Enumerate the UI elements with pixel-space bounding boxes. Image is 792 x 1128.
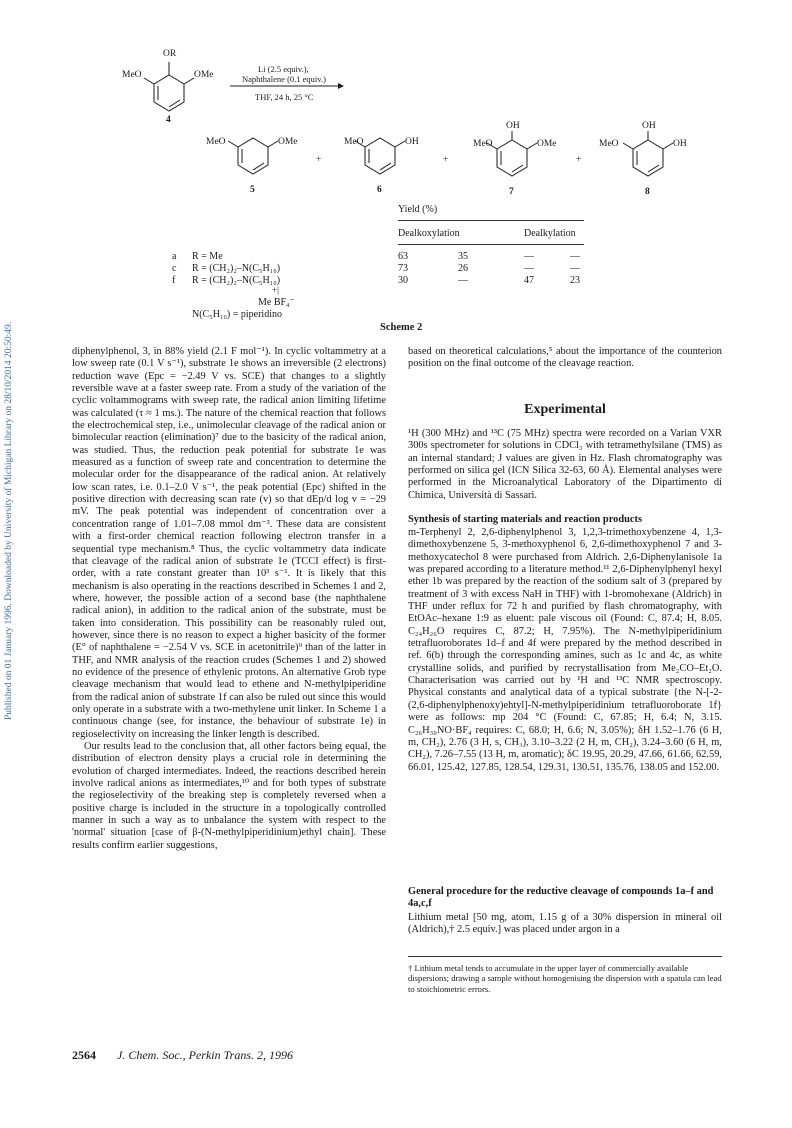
paragraph: diphenylphenol, 3, in 88% yield (2.1 F mol⁻¹). In cyclic voltammetry at a low sweep rate (0.1 V s⁻¹), substrate 1e shows an irreversible (2 electrons) reduction wave (Epc = −2.49 V vs. SCE) that changes to a slightly reversible wave at a faster sweep rate. From a study of the variation of the cyclic voltammograms with sweep rate, the radical anion limiting lifetime was calculated (τ ≈ 1 ms.). The nature of the chemical reaction that follows the electrochemical step, i.e., unimolecular cleavage of the radical anion or bimolecular reaction (elimination)⁷ due to the basicity of the radical anion, was studied. Thus, the reduction peak potential for substrate 1e was measured as a function of sweep rate and concentration to determine the molecular order for the disappearance of the radical anion. At relatively low scan rates, i.e. 0.1–2.0 V s⁻¹, the peak potential (Epc) shifted in the positive direction with decreasing scan rate (v) so that dEp/d log v = −29 mV. The peak potential was independent of concentration over a concentration range of 1.01–7.08 mmol dm⁻³. These data are consistent with a first-order chemical reaction following electron transfer in a sequential type mechanism.⁸ Thus, the cyclic voltammetry data indicate that cleavage of the radical anion of substrate 1e (TCCI effect) is first-order, with a rate constant greater than 10³ s⁻¹. It is likely that this mechanism is also operating in the reactions described in Schemes 1 and 2, where, however, the possible action of a second base (the naphthalene radical anion), in addition to the radical anion of the substrate, must be taken into consideration. This possibility can be reasonably ruled out, however, since there is no reason to expect a higher basicity of the former (E° of naphthalene = −2.54 V vs. SCE in acetonitrile)⁹ than of the latter in THF, and NMR analysis of the reaction crudes (Schemes 1 and 2) showed no evidence of the presence of ethylenic protons. An alternative Grob type cleavage mechanism that would lead to ethene and N-methylpiperidine from the radical anion of substrate 1f can also be ruled out since this would only operate in a substrate with a two-methylene unit linker. In Scheme 1 a continuous change (see, for instance, the behaviour of substrate 1e) in regioselectivity on increasing the linker length is described. xyxy=(72,346,386,740)
reagent-line-1: Li (2.5 equiv.), xyxy=(258,64,309,74)
meo-label-start: MeO xyxy=(122,70,142,80)
oh-label-7: OH xyxy=(506,121,520,131)
cell-yield: — xyxy=(458,275,468,286)
paragraph: ¹H (300 MHz) and ¹³C (75 MHz) spectra were recorded on a Varian VXR 300s spectrometer for solutions in CDCl₃ with tetramethylsilane (TMS) as an internal standard; J values are given in Hz. Flash chromatography was performed on silica gel (ICN Silica 32-63, 60 Å). Elemental analyses were performed in the Microanalytical Laboratory of the Dipartimento di Chimica, Università di Sassari. xyxy=(408,428,722,501)
oh-label-8b: OH xyxy=(673,139,687,149)
cell-yield: — xyxy=(570,251,580,262)
cell-yield: 23 xyxy=(570,275,580,286)
meo-label-6: MeO xyxy=(344,137,364,147)
paragraph: m-Terphenyl 2, 2,6-diphenylphenol 3, 1,2,3-trimethoxybenzene 4, 1,3-dimethoxybenzene 5, 3-methoxyphenol 6, 2,6-dimethoxyphenol 7 and 3-methoxycatechol 8 were purchased from Aldrich. 2,6-Diphenylanisole 1a was prepared according to a literature method.¹¹ 2,6-Diphenylphenyl hexyl ether 1b was prepared by the reaction of the sodium salt of 3 (prepared by treatment of 3 with excess NaH in THF) with 1-bromohexane (Aldrich) in THF under reflux for 72 h and purified by flash chromatography, with EtOAc–hexane 1:9 as eluent: pale viscous oil (Found: C, 87.4; H, 8.05. C₂₄H₂₆O requires C, 87.2; H, 7.95%). The N-methylpiperidinium tetrafluoroborates 1d–f and 4f were prepared by the method described in ref. 6(b) through the corresponding amines, such as 1c and 4c, as white crystalline solids, and purified by recrystallisation from Me₂CO–Et₂O. Characterisation was carried out by ¹H and ¹³C NMR spectroscopy. Physical constants and analytical data of a typical substrate {the N-[-2-(2,6-diphenylphenoxy)ehtyl]-N-methylpiperidinium tetrafluoroborate 1f} were as follows: mp 204 °C (Found: C, 67.85; H, 6.4; N, 3.15. C₂₆H₃₀NO·BF₄ requires: C, 68.0; H, 6.6; N, 3.05%); δH 1.52–1.76 (6 H, m, CH₂), 2.76 (3 H, s, CH₃), 3.10–3.22 (2 H, m, CH₂), 3.24–3.60 (6 H, m, CH₂), 7.26–7.55 (13 H, m, aromatic); δC 19.95, 20.29, 47.66, 61.66, 62.59, 66.01, 125.42, 127.85, 128.54, 129.31, 130.51, 135.76, 138.05 and 152.00. xyxy=(408,527,722,773)
page-footer xyxy=(72,1048,293,1063)
cell-yield: 47 xyxy=(524,275,534,286)
row-id: c xyxy=(172,263,177,274)
cell-yield: 30 xyxy=(398,275,408,286)
cell-yield: — xyxy=(524,251,534,262)
footnote: † Lithium metal tends to accumulate in the upper layer of commercially available dispersions; drawing a sample without homogenising the dispersion with a spatula can lead to stoichiometric errors. xyxy=(408,963,722,994)
synthesis-subheading: Synthesis of starting materials and reaction products xyxy=(408,514,642,525)
compound-6-label: 6 xyxy=(377,185,382,195)
row-id: a xyxy=(172,251,177,262)
row-id: f xyxy=(172,275,176,286)
paragraph: based on theoretical calculations,⁵ about the importance of the counterion position on the final outcome of the cleavage reaction. xyxy=(408,346,722,370)
plus-3: + xyxy=(576,155,582,165)
procedure-subheading: General procedure for the reductive cleavage of compounds 1a–f and 4a,c,f xyxy=(408,886,714,910)
compound-8-label: 8 xyxy=(645,187,650,197)
table-rule-top xyxy=(398,220,584,221)
row-substituent: R = (CH₂)₂–N(C₅H₁₀) xyxy=(192,263,281,274)
meo-label-8: MeO xyxy=(599,139,619,149)
paragraph: Lithium metal [50 mg, atom, 1.15 g of a 30% dispersion in mineral oil (Aldrich),† 2.5 equiv.] was placed under argon in a xyxy=(408,912,722,936)
meo-label-5: MeO xyxy=(206,137,226,147)
scheme-caption: Scheme 2 xyxy=(380,322,423,333)
cell-yield: 63 xyxy=(398,251,408,262)
row-substituent: R = Me xyxy=(192,251,223,262)
start-molecule xyxy=(144,62,194,111)
right-column-p3 xyxy=(408,912,722,937)
download-notice: Published on 01 January 1996. Downloaded by University of Michigan Library on 28/10/2014 20:50:49. xyxy=(4,321,14,720)
product-7-molecule xyxy=(487,131,537,176)
quaternary-plus: +| xyxy=(272,285,279,295)
compound-7-label: 7 xyxy=(509,187,514,197)
ome-label-5: OMe xyxy=(278,137,298,147)
plus-1: + xyxy=(316,155,322,165)
ome-label-start: OMe xyxy=(194,70,214,80)
me-bf4-label: Me BF₄⁻ xyxy=(258,297,295,308)
dealkoxylation-header: Dealkoxylation xyxy=(398,228,460,239)
experimental-heading: Experimental xyxy=(524,402,606,417)
page-number: 2564 xyxy=(72,1048,96,1062)
cell-yield: — xyxy=(570,263,580,274)
yield-header: Yield (%) xyxy=(398,204,438,215)
cell-yield: — xyxy=(524,263,534,274)
dealkylation-header: Dealkylation xyxy=(524,228,576,239)
compound-4-label: 4 xyxy=(166,115,171,125)
meo-label-7: MeO xyxy=(473,139,493,149)
row-substituent: R = (CH₂)₂–N(C₅H₁₀) xyxy=(192,275,281,286)
footnote-rule xyxy=(408,956,722,957)
product-5-molecule xyxy=(228,138,278,174)
journal-citation: J. Chem. Soc., Perkin Trans. 2, 1996 xyxy=(117,1048,293,1062)
table-rule-mid xyxy=(398,244,584,245)
reagent-line-2: Naphthalene (0.1 equiv.) xyxy=(242,74,326,84)
oh-label-6: OH xyxy=(405,137,419,147)
compound-5-label: 5 xyxy=(250,185,255,195)
paragraph: Our results lead to the conclusion that, all other factors being equal, the distribution of electron density plays a crucial role in determining the evolution of charged intermediates. Indeed, the reactions described herein involve radical anions as intermediates,¹⁰ and for both types of substrate the regioselectivity of the breaking step is completely reversed when a positive charge is included in the structure in a topologically controlled manner in such a way as to unbalance the system with respect to the 'normal' situation [case of β-(N-methylpiperidinium)ethyl chain]. These results confirm earlier suggestions, xyxy=(72,741,386,851)
or-label: OR xyxy=(163,49,177,59)
conditions: THF, 24 h, 25 °C xyxy=(255,92,314,102)
piperidino-definition: N(C₅H₁₀) = piperidino xyxy=(192,309,282,320)
plus-2: + xyxy=(443,155,449,165)
right-column-p1 xyxy=(408,428,722,502)
reaction-scheme xyxy=(100,40,720,210)
right-column-p2 xyxy=(408,527,722,774)
product-8-molecule xyxy=(623,131,673,176)
ome-label-7: OMe xyxy=(537,139,557,149)
cell-yield: 35 xyxy=(458,251,468,262)
oh-label-8a: OH xyxy=(642,121,656,131)
cell-yield: 73 xyxy=(398,263,408,274)
cell-yield: 26 xyxy=(458,263,468,274)
right-column-intro xyxy=(408,346,722,371)
left-column xyxy=(72,346,386,852)
